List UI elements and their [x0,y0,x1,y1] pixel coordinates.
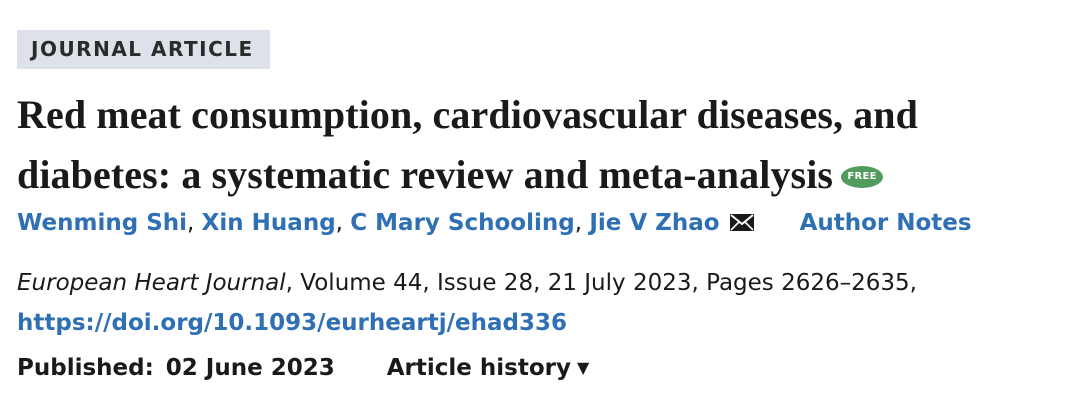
author-list [17,206,1070,241]
author-link[interactable]: C Mary Schooling [350,210,575,236]
article-title-text: Red meat consumption, cardiovascular diseases, and diabetes: a systematic review and meta-analysis [17,92,918,197]
article-title [17,85,1070,205]
citation-details: , Volume 44, Issue 28, 21 July 2023, Pages 2626–2635, [285,270,917,296]
author-separator: , [574,210,590,236]
article-type-badge: JOURNAL ARTICLE [17,30,270,69]
author-link[interactable]: Wenming Shi [17,210,188,236]
author-link[interactable]: Xin Huang [201,210,336,236]
caret-down-icon: ▼ [576,358,590,377]
published-label: Published: [17,355,154,381]
journal-name: European Heart Journal [17,270,286,296]
envelope-icon[interactable] [730,207,754,241]
doi-link[interactable]: https://doi.org/10.1093/eurheartj/ehad336 [17,310,567,336]
article-history-label: Article history [386,355,571,381]
published-date: 02 June 2023 [165,355,335,381]
published-row [17,351,1070,385]
author-notes-link[interactable]: Author Notes [799,210,972,236]
author-separator: , [335,210,351,236]
article-header [17,30,1070,385]
free-access-badge: FREE [841,166,883,188]
author-separator: , [187,210,202,236]
citation [17,263,1070,343]
article-history-toggle[interactable] [387,355,590,381]
author-link[interactable]: Jie V Zhao [589,210,720,236]
